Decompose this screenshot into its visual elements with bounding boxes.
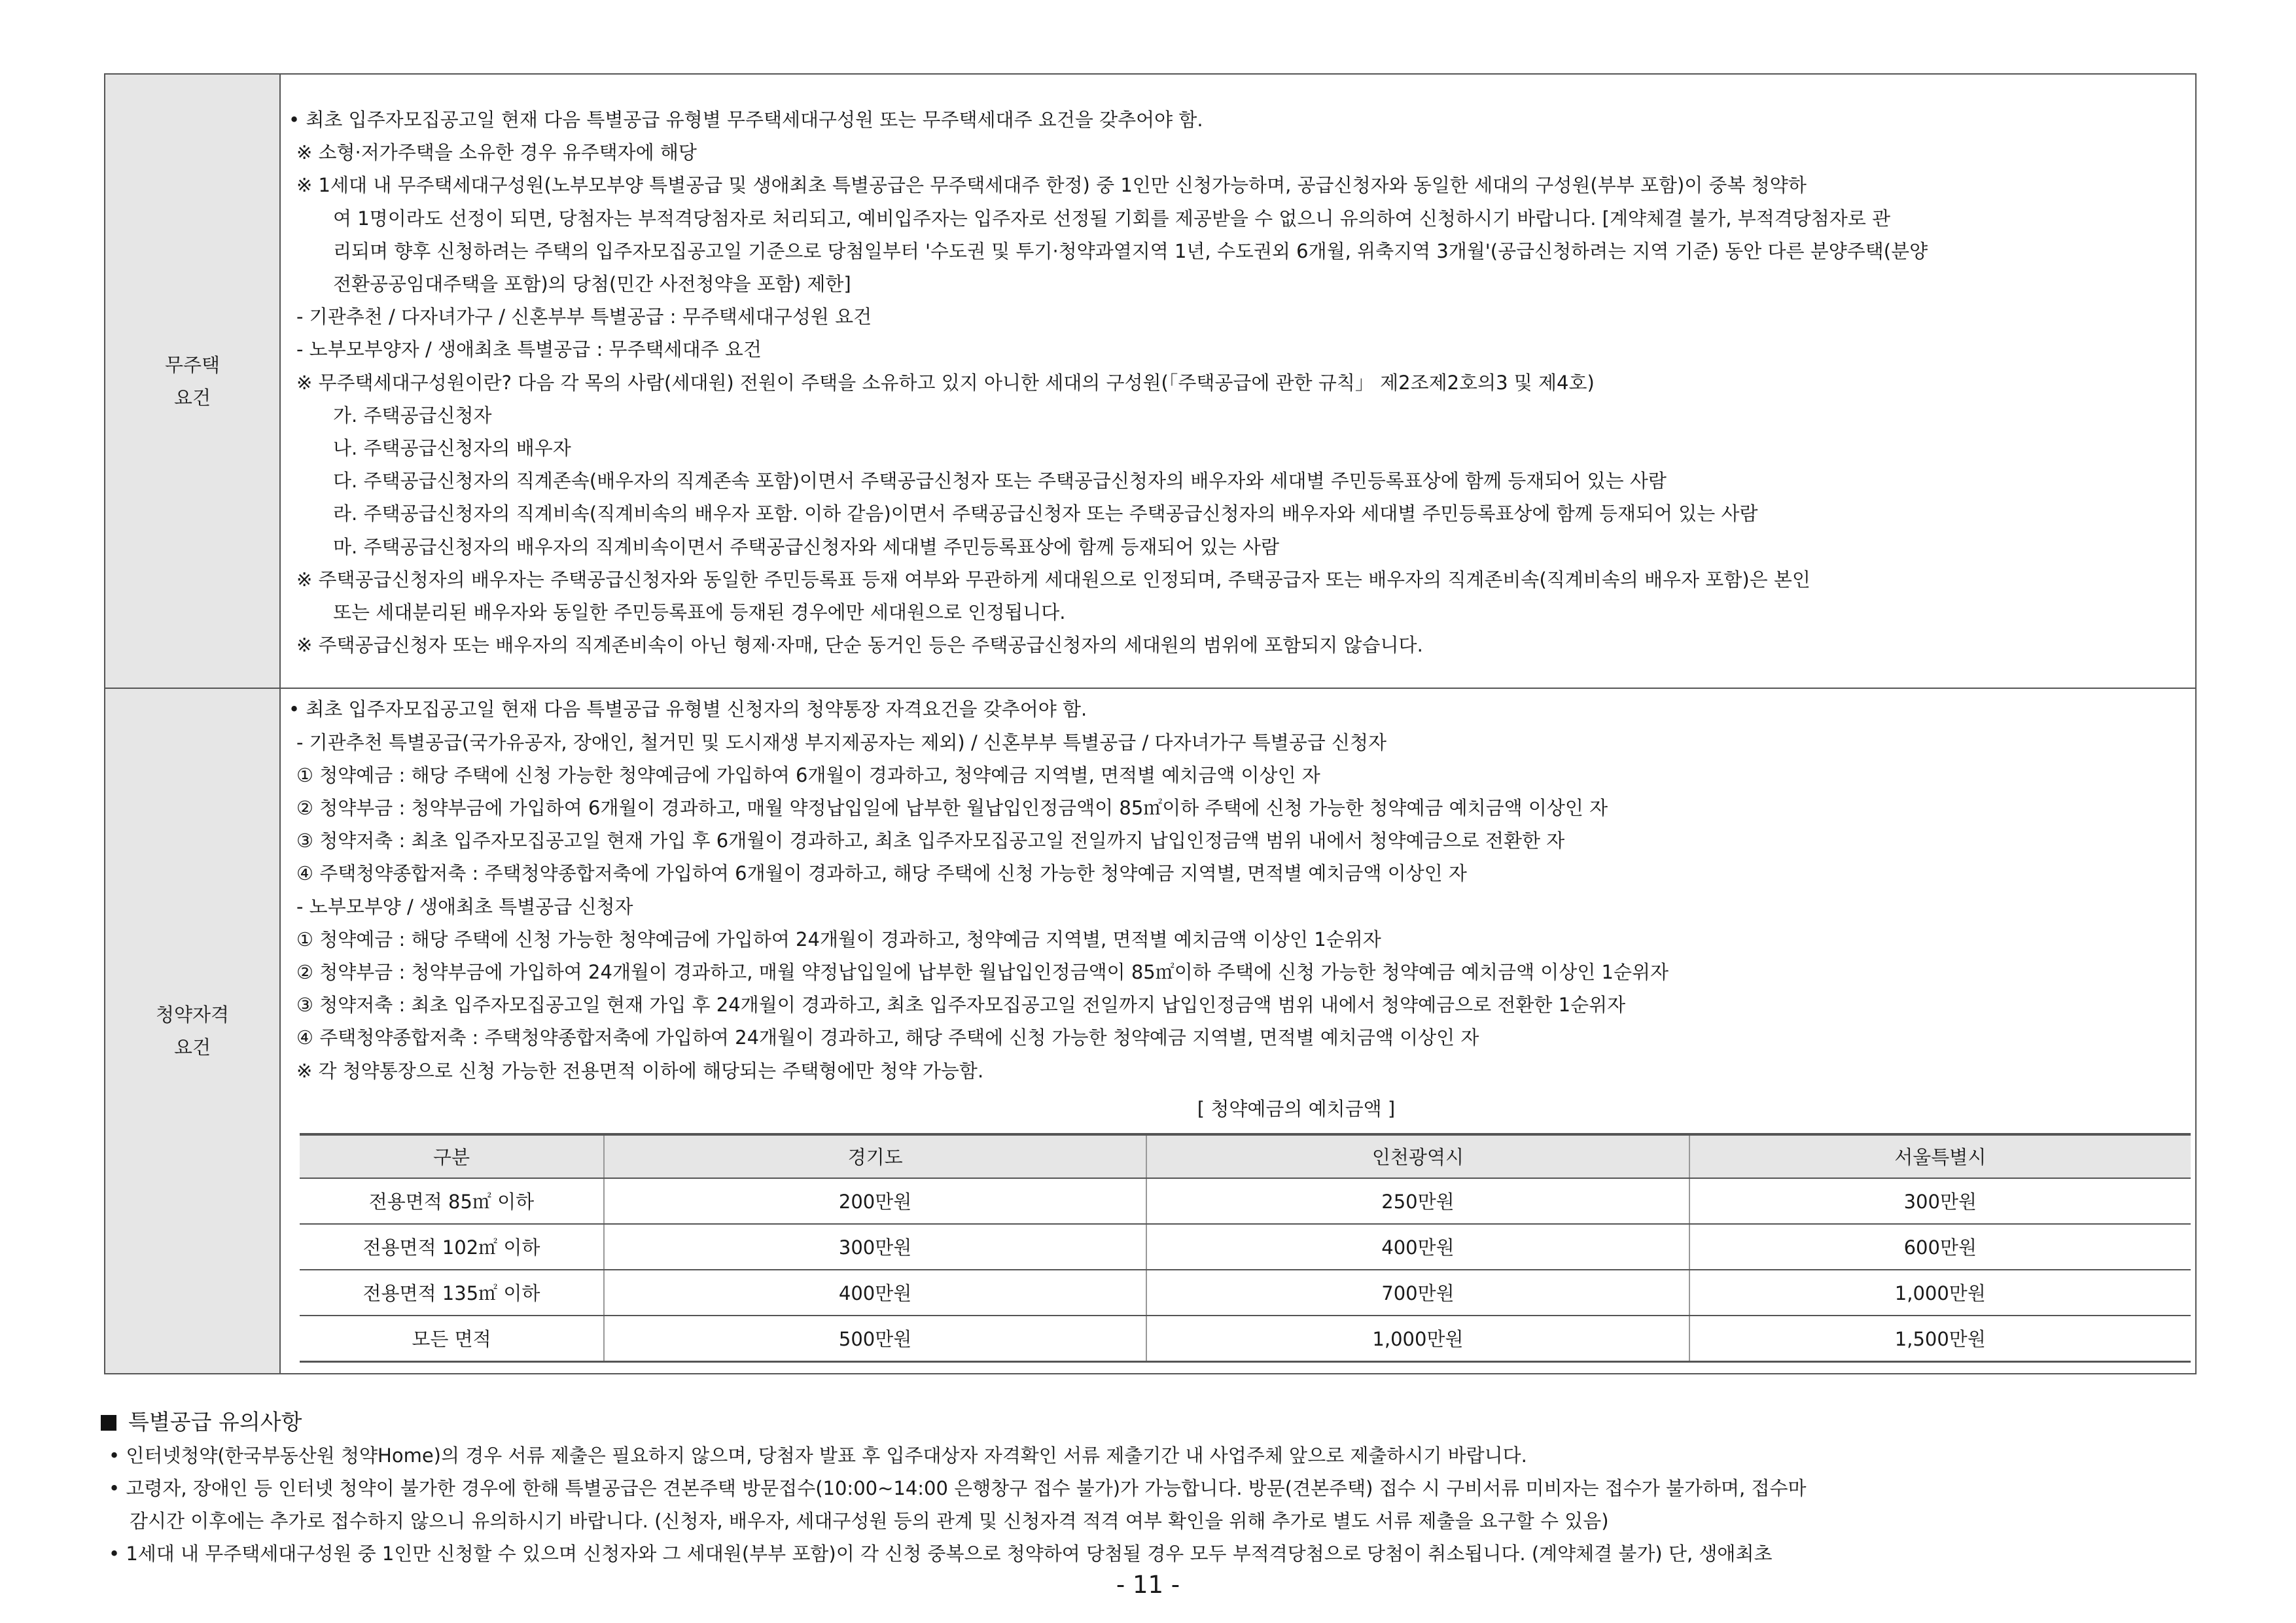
requirements-table [104,73,2197,1374]
content-line: 가. 주택공급신청자 [333,404,492,427]
deposit-table-cell: 600만원 [1689,1224,2191,1270]
content-line: 마. 주택공급신청자의 배우자의 직계비속이면서 주택공급신청자와 세대별 주민등록표상에 함께 등재되어 있는 사람 [333,535,1280,558]
content-line: ② 청약부금 : 청약부금에 가입하여 24개월이 경과하고, 매월 약정납입일에 납부한 월납입인정금액이 85㎡이하 주택에 신청 가능한 청약예금 예치금액 이상인 1순위자 [296,961,1669,984]
header-cell: 경기도 [604,1134,1146,1178]
content-line: 전환공공임대주택을 포함)의 당첨(민간 사전청약을 포함) 제한] [333,273,851,296]
deposit-table-cell: 200만원 [604,1178,1146,1224]
content-lines [289,103,2186,661]
deposit-table-cell: 500만원 [604,1316,1146,1362]
notes-title: 특별공급 유의사항 [128,1409,302,1435]
content-line: ※ 주택공급신청자의 배우자는 주택공급신청자와 동일한 주민등록표 등재 여부와 무관하게 세대원으로 인정되며, 주택공급자 또는 배우자의 직계존비속(직계비속의 배우자 포함)은 본인 [296,568,1810,591]
section-label-subscription [105,688,280,1373]
deposit-table-cell: 300만원 [1689,1178,2191,1224]
content-line: ※ 1세대 내 무주택세대구성원(노부모부양 특별공급 및 생애최초 특별공급은 무주택세대주 한정) 중 1인만 신청가능하며, 공급신청자와 동일한 세대의 구성원(부부 포함)이 중복 청약하 [296,174,1807,197]
square-bullet-icon [101,1415,116,1431]
content-line: ③ 청약저축 : 최초 입주자모집공고일 현재 가입 후 24개월이 경과하고, 최초 입주자모집공고일 전일까지 납입인정금액 범위 내에서 청약예금으로 전환한 1순위자 [296,994,1626,1017]
content-line: 다. 주택공급신청자의 직계존속(배우자의 직계존속 포함)이면서 주택공급신청자 또는 주택공급신청자의 배우자와 세대별 주민등록표상에 함께 등재되어 있는 사람 [333,470,1667,493]
content-lines [289,693,2186,1087]
content-line: • 최초 입주자모집공고일 현재 다음 특별공급 유형별 신청자의 청약통장 자격요건을 갖추어야 함. [289,698,1087,721]
deposit-table-row [300,1270,2191,1316]
section-content-subscription [280,688,2196,1373]
content-line: 또는 세대분리된 배우자와 동일한 주민등록표에 등재된 경우에만 세대원으로 인정됩니다. [333,601,1066,624]
content-line: ① 청약예금 : 해당 주택에 신청 가능한 청약예금에 가입하여 6개월이 경과하고, 청약예금 지역별, 면적별 예치금액 이상인 자 [296,763,1320,786]
content-line: ③ 청약저축 : 최초 입주자모집공고일 현재 가입 후 6개월이 경과하고, 최초 입주자모집공고일 전일까지 납입인정금액 범위 내에서 청약예금으로 전환한 자 [296,829,1565,852]
deposit-table-cell: 700만원 [1146,1270,1689,1316]
content-line: 라. 주택공급신청자의 직계비속(직계비속의 배우자 포함. 이하 같음)이면서 주택공급신청자 또는 주택공급신청자의 배우자와 세대별 주민등록표상에 함께 등재되어 있는 사람 [333,502,1758,525]
content-line: • 최초 입주자모집공고일 현재 다음 특별공급 유형별 무주택세대구성원 또는 무주택세대주 요건을 갖추어야 함. [289,109,1203,131]
section-label-homeless [105,74,280,688]
header-cell: 구분 [300,1134,604,1178]
label-line: 무주택 [164,353,221,376]
deposit-table-cell: 400만원 [1146,1224,1689,1270]
header-cell: 인천광역시 [1146,1134,1689,1178]
content-line: ④ 주택청약종합저축 : 주택청약종합저축에 가입하여 6개월이 경과하고, 해당 주택에 신청 가능한 청약예금 지역별, 면적별 예치금액 이상인 자 [296,862,1467,885]
notes-lines [101,1439,2208,1570]
deposit-table-cell: 1,500만원 [1689,1316,2191,1362]
content-line: 나. 주택공급신청자의 배우자 [333,437,571,460]
content-line: - 기관추천 / 다자녀가구 / 신혼부부 특별공급 : 무주택세대구성원 요건 [296,305,872,328]
note-line: • 1세대 내 무주택세대구성원 중 1인만 신청할 수 있으며 신청자와 그 세대원(부부 포함)이 각 신청 중복으로 청약하여 당첨될 경우 모두 부적격당첨으로 당첨이 취소됩니다. (계약체결 불가) 단, 생애최초 [109,1543,1773,1565]
content-line: ※ 소형·저가주택을 소유한 경우 유주택자에 해당 [296,141,697,164]
deposit-amount-table [300,1133,2191,1363]
content-line: ① 청약예금 : 해당 주택에 신청 가능한 청약예금에 가입하여 24개월이 경과하고, 청약예금 지역별, 면적별 예치금액 이상인 1순위자 [296,928,1381,951]
section-row-subscription [105,688,2196,1373]
deposit-table-body [300,1178,2191,1362]
note-line: • 인터넷청약(한국부동산원 청약Home)의 경우 서류 제출은 필요하지 않으며, 당첨자 발표 후 입주대상자 자격확인 서류 제출기간 내 사업주체 앞으로 제출하시기 바랍니다. [109,1444,1527,1467]
content-line: - 노부모부양자 / 생애최초 특별공급 : 무주택세대주 요건 [296,338,762,361]
notes-heading [101,1405,2208,1439]
header-cell: 서울특별시 [1689,1134,2191,1178]
page-number: - 11 - [1116,1571,1180,1599]
deposit-table-row [300,1224,2191,1270]
special-supply-notes [101,1405,2208,1570]
deposit-table-cell: 전용면적 135㎡ 이하 [300,1270,604,1316]
deposit-table-cell: 400만원 [604,1270,1146,1316]
deposit-table-cell: 1,000만원 [1689,1270,2191,1316]
label-line: 청약자격 [155,1003,230,1026]
deposit-table-caption: [ 청약예금의 예치금액 ] [1197,1097,1396,1120]
note-line: • 고령자, 장애인 등 인터넷 청약이 불가한 경우에 한해 특별공급은 견본주택 방문접수(10:00~14:00 은행창구 접수 불가)가 가능합니다. 방문(견본주택) 접수 시 구비서류 미비자는 접수가 불가하며, 접수마 [109,1477,1807,1499]
label-line: 요건 [173,386,211,409]
deposit-table-cell: 모든 면적 [300,1316,604,1362]
content-line: ※ 주택공급신청자 또는 배우자의 직계존비속이 아닌 형제·자매, 단순 동거인 등은 주택공급신청자의 세대원의 범위에 포함되지 않습니다. [296,634,1423,657]
deposit-table-cell: 전용면적 102㎡ 이하 [300,1224,604,1270]
section-content-homeless [280,74,2196,688]
content-line: - 노부모부양 / 생애최초 특별공급 신청자 [296,895,633,918]
content-line: ② 청약부금 : 청약부금에 가입하여 6개월이 경과하고, 매월 약정납입일에 납부한 월납입인정금액이 85㎡이하 주택에 신청 가능한 청약예금 예치금액 이상인 자 [296,797,1608,820]
deposit-table-cell: 300만원 [604,1224,1146,1270]
deposit-table-cell: 250만원 [1146,1178,1689,1224]
content-line: ※ 각 청약통장으로 신청 가능한 전용면적 이하에 해당되는 주택형에만 청약 가능함. [296,1059,984,1082]
content-line: - 기관추천 특별공급(국가유공자, 장애인, 철거민 및 도시재생 부지제공자는 제외) / 신혼부부 특별공급 / 다자녀가구 특별공급 신청자 [296,731,1387,754]
content-line: 리되며 향후 신청하려는 주택의 입주자모집공고일 기준으로 당첨일부터 '수도권 및 투기·청약과열지역 1년, 수도권외 6개월, 위축지역 3개월'(공급신청하려는 지역 기준) 동안 다른 분양주택(분양 [333,239,1928,262]
content-line: 여 1명이라도 선정이 되면, 당첨자는 부적격당첨자로 처리되고, 예비입주자는 입주자로 선정될 기회를 제공받을 수 없으니 유의하여 신청하시기 바랍니다. [계약체결 불가, 부적격당첨자로 관 [333,207,1891,230]
deposit-table-row [300,1178,2191,1224]
content-line: ※ 무주택세대구성원이란? 다음 각 목의 사람(세대원) 전원이 주택을 소유하고 있지 아니한 세대의 구성원(「주택공급에 관한 규칙」 제2조제2호의3 및 제4호) [296,371,1595,394]
deposit-table-cell: 전용면적 85㎡ 이하 [300,1178,604,1224]
note-line: 감시간 이후에는 추가로 접수하지 않으니 유의하시기 바랍니다. (신청자, 배우자, 세대구성원 등의 관계 및 신청자격 적격 여부 확인을 위해 추가로 별도 서류 제출을 요구할 수 있음) [130,1510,1609,1532]
content-line: ④ 주택청약종합저축 : 주택청약종합저축에 가입하여 24개월이 경과하고, 해당 주택에 신청 가능한 청약예금 지역별, 면적별 예치금액 이상인 자 [296,1026,1479,1049]
deposit-table-row [300,1316,2191,1362]
label-line: 요건 [173,1036,211,1059]
deposit-table-header-row [300,1134,2191,1178]
section-row-homeless [105,74,2196,688]
deposit-table-cell: 1,000만원 [1146,1316,1689,1362]
